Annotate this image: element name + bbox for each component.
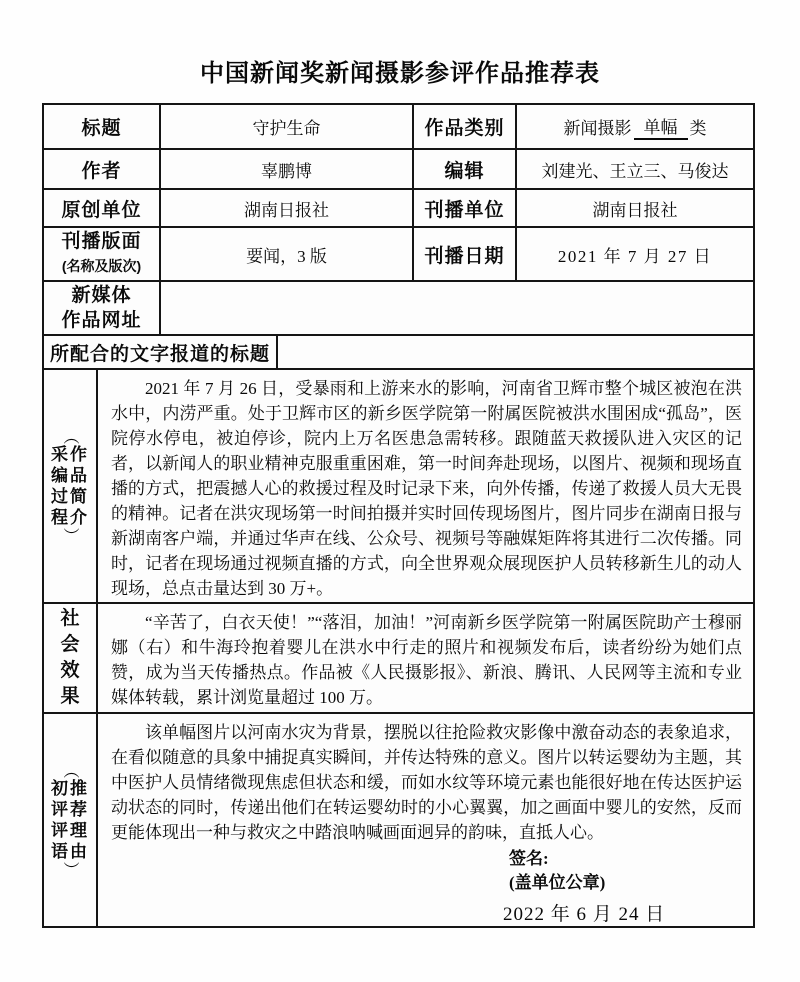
field-label-category: 作品类别 xyxy=(414,105,517,148)
category-suffix: 类 xyxy=(689,119,707,138)
recommendation-label-line: 评理 xyxy=(51,821,89,840)
row-author-editor xyxy=(44,150,753,190)
field-label-publish-date: 刊播日期 xyxy=(414,228,517,280)
row-recommendation xyxy=(44,714,753,926)
recommendation-label-line: 语由 xyxy=(51,842,89,861)
field-value-original-unit: 湖南日报社 xyxy=(161,190,414,226)
field-label-recommendation xyxy=(44,714,98,926)
field-value-title: 守护生命 xyxy=(161,105,414,148)
field-value-editor: 刘建光、王立三、马俊达 xyxy=(541,161,729,181)
recommendation-label-line: 初推 xyxy=(51,779,89,798)
field-label-publish-unit: 刊播单位 xyxy=(414,190,517,226)
vertical-paren-close: ） xyxy=(61,861,79,878)
field-value-publish-date: 2021 年 7 月 27 日 xyxy=(557,246,713,266)
field-label-editor: 编辑 xyxy=(414,150,517,188)
work-intro-label-line: 编品 xyxy=(51,466,89,485)
vertical-paren-open: （ xyxy=(61,428,79,445)
signature-block xyxy=(509,847,742,895)
recommendation-form-table xyxy=(42,103,755,928)
publish-page-label-line1: 刊播版面 xyxy=(61,231,142,252)
new-media-label-line1: 新媒体 xyxy=(71,285,132,306)
field-value-publish-page: 要闻，3 版 xyxy=(161,228,414,280)
category-type-underlined: 单幅 xyxy=(634,113,688,140)
field-label-work-intro xyxy=(44,370,98,602)
field-label-title: 标题 xyxy=(44,105,161,148)
field-value-new-media-url xyxy=(161,282,753,334)
field-value-social-effect xyxy=(98,604,753,712)
field-value-work-intro xyxy=(98,370,753,602)
vertical-paren-close: ） xyxy=(61,527,79,544)
social-effect-label: 社会效果 xyxy=(60,608,80,707)
field-value-category xyxy=(517,105,753,148)
row-social-effect xyxy=(44,604,753,714)
row-title-category xyxy=(44,105,753,150)
new-media-label-line2: 作品网址 xyxy=(61,310,142,331)
field-label-social-effect xyxy=(44,604,98,712)
work-intro-label-line: 程介 xyxy=(51,508,89,527)
row-accompanying-text xyxy=(44,336,753,370)
row-units xyxy=(44,190,753,228)
field-label-original-unit: 原创单位 xyxy=(44,190,161,226)
field-value-recommendation xyxy=(98,714,753,926)
row-new-media-url xyxy=(44,282,753,336)
field-label-new-media-url xyxy=(44,282,161,334)
signature-date: 2022 年 6 月 24 日 xyxy=(503,904,666,925)
field-value-author: 辜鹏博 xyxy=(161,150,414,188)
form-title: 中国新闻奖新闻摄影参评作品推荐表 xyxy=(200,61,600,87)
work-intro-text: 2021 年 7 月 26 日，受暴雨和上游来水的影响，河南省卫辉市整个城区被泡在洪水中，内涝严重。处于卫辉市区的新乡医学院第一附属医院被洪水围困成“孤岛”，医院停水停电，被迫停诊，院内上万名医患急需转移。跟随蓝天救援队进入灾区的记者，以新闻人的职业精神克服重重困难，第一时间奔赴现场，以图片、视频和现场直播的方式，把震撼人心的救援过程及时记录下来，向外传播，传递了救援人员大无畏的精神。记者在洪灾现场第一时间拍摄并实时回传现场图片，图片同步在湖南日报与新湖南客户端，并通过华声在线、公众号、视频号等融媒矩阵将其进行二次传播。同时，记者在现场通过视频直播的方式，向全世界观众展现医护人员转移新生儿的动人现场，总点击量达到 30 万+。 xyxy=(111,379,742,598)
recommendation-text: 该单幅图片以河南水灾为背景，摆脱以往抢险救灾影像中激奋动态的表象追求，在看似随意的具象中捕捉真实瞬间，并传达特殊的意义。图片以转运婴幼为主题，其中医护人员情绪微现焦虑但状态和缓，而如水纹等环境元素也能很好地在传达医护运动状态的同时，传递出他们在转运婴幼时的小心翼翼，加之画面中婴儿的安然，反而更能体现出一种与救灾之中踏浪呐喊画面迥异的韵味，直抵人心。 xyxy=(111,723,742,842)
vertical-paren-open: （ xyxy=(61,762,79,779)
field-value-accompanying-text-title xyxy=(278,336,753,368)
work-intro-label-line: 采作 xyxy=(51,445,89,464)
category-prefix: 新闻摄影 xyxy=(563,119,632,138)
work-intro-label-line: 过简 xyxy=(51,487,89,506)
field-label-author: 作者 xyxy=(44,150,161,188)
row-page-date xyxy=(44,228,753,282)
social-effect-text: “辛苦了，白衣天使！”“落泪，加油！”河南新乡医学院第一附属医院助产士穆丽娜（右）和牛海玲抱着婴儿在洪水中行走的照片和视频发布后，读者纷纷为她们点赞，成为当天传播热点。作品被《人民摄影报》、新浪、腾讯、人民网等主流和专业媒体转载，累计浏览量超过 100 万。 xyxy=(111,613,742,707)
publish-page-label-line2: (名称及版次) xyxy=(61,258,142,274)
signature-label: 签名: xyxy=(509,849,549,868)
recommendation-label-line: 评荐 xyxy=(51,800,89,819)
field-value-publish-unit: 湖南日报社 xyxy=(592,200,678,220)
field-label-accompanying-text-title: 所配合的文字报道的标题 xyxy=(44,336,278,368)
field-label-publish-page xyxy=(44,228,161,280)
row-work-intro xyxy=(44,370,753,604)
seal-note: (盖单位公章) xyxy=(509,873,606,892)
